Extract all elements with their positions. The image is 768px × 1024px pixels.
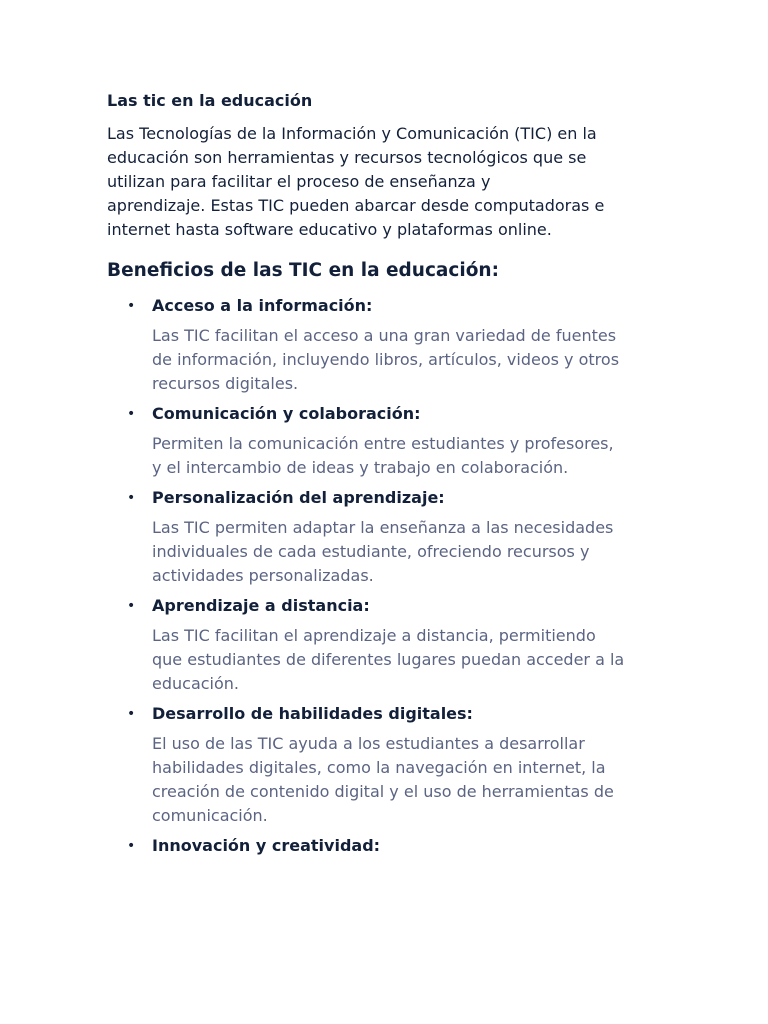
intro-line: utilizan para facilitar el proceso de enseñanza y bbox=[107, 172, 491, 191]
intro-line: aprendizaje. Estas TIC pueden abarcar desde computadoras e bbox=[107, 196, 605, 215]
benefit-item bbox=[107, 834, 667, 858]
bullet-icon: • bbox=[127, 406, 136, 422]
benefit-title: Comunicación y colaboración: bbox=[152, 404, 421, 423]
benefit-title: Desarrollo de habilidades digitales: bbox=[152, 704, 473, 723]
benefits-heading: Beneficios de las TIC en la educación: bbox=[107, 260, 499, 281]
document-page bbox=[107, 90, 667, 864]
benefit-title: Personalización del aprendizaje: bbox=[152, 488, 445, 507]
benefit-item bbox=[107, 702, 667, 828]
document-title: Las tic en la educación bbox=[107, 91, 313, 110]
benefit-description bbox=[152, 324, 667, 396]
intro-line: Las Tecnologías de la Información y Comunicación (TIC) en la bbox=[107, 124, 597, 143]
benefit-title: Acceso a la información: bbox=[152, 296, 373, 315]
bullet-icon: • bbox=[127, 706, 136, 722]
benefit-line: Permiten la comunicación entre estudiantes y profesores, bbox=[152, 434, 614, 453]
benefit-line: individuales de cada estudiante, ofreciendo recursos y bbox=[152, 542, 590, 561]
benefit-line: Las TIC permiten adaptar la enseñanza a las necesidades bbox=[152, 518, 614, 537]
benefit-item bbox=[107, 294, 667, 396]
bullet-icon: • bbox=[127, 838, 136, 854]
benefit-item bbox=[107, 594, 667, 696]
benefit-item bbox=[107, 402, 667, 480]
benefit-line: El uso de las TIC ayuda a los estudiantes a desarrollar bbox=[152, 734, 585, 753]
benefit-line: de información, incluyendo libros, artículos, videos y otros bbox=[152, 350, 620, 369]
benefit-description bbox=[152, 516, 667, 588]
benefit-line: recursos digitales. bbox=[152, 374, 299, 393]
intro-line: educación son herramientas y recursos tecnológicos que se bbox=[107, 148, 587, 167]
benefit-description bbox=[152, 732, 667, 828]
benefit-line: que estudiantes de diferentes lugares puedan acceder a la bbox=[152, 650, 625, 669]
benefit-line: Las TIC facilitan el aprendizaje a distancia, permitiendo bbox=[152, 626, 596, 645]
intro-paragraph bbox=[107, 122, 667, 242]
benefit-line: Las TIC facilitan el acceso a una gran variedad de fuentes bbox=[152, 326, 617, 345]
bullet-icon: • bbox=[127, 598, 136, 614]
benefit-description bbox=[152, 624, 667, 696]
benefit-description bbox=[152, 432, 667, 480]
benefit-line: habilidades digitales, como la navegación en internet, la bbox=[152, 758, 606, 777]
benefits-list bbox=[107, 294, 667, 858]
benefit-line: educación. bbox=[152, 674, 239, 693]
intro-line: internet hasta software educativo y plataformas online. bbox=[107, 220, 552, 239]
benefit-title: Aprendizaje a distancia: bbox=[152, 596, 370, 615]
benefit-line: comunicación. bbox=[152, 806, 268, 825]
benefit-line: actividades personalizadas. bbox=[152, 566, 374, 585]
benefit-line: creación de contenido digital y el uso de herramientas de bbox=[152, 782, 614, 801]
bullet-icon: • bbox=[127, 298, 136, 314]
benefit-title: Innovación y creatividad: bbox=[152, 836, 381, 855]
bullet-icon: • bbox=[127, 490, 136, 506]
benefit-line: y el intercambio de ideas y trabajo en colaboración. bbox=[152, 458, 569, 477]
benefit-item bbox=[107, 486, 667, 588]
